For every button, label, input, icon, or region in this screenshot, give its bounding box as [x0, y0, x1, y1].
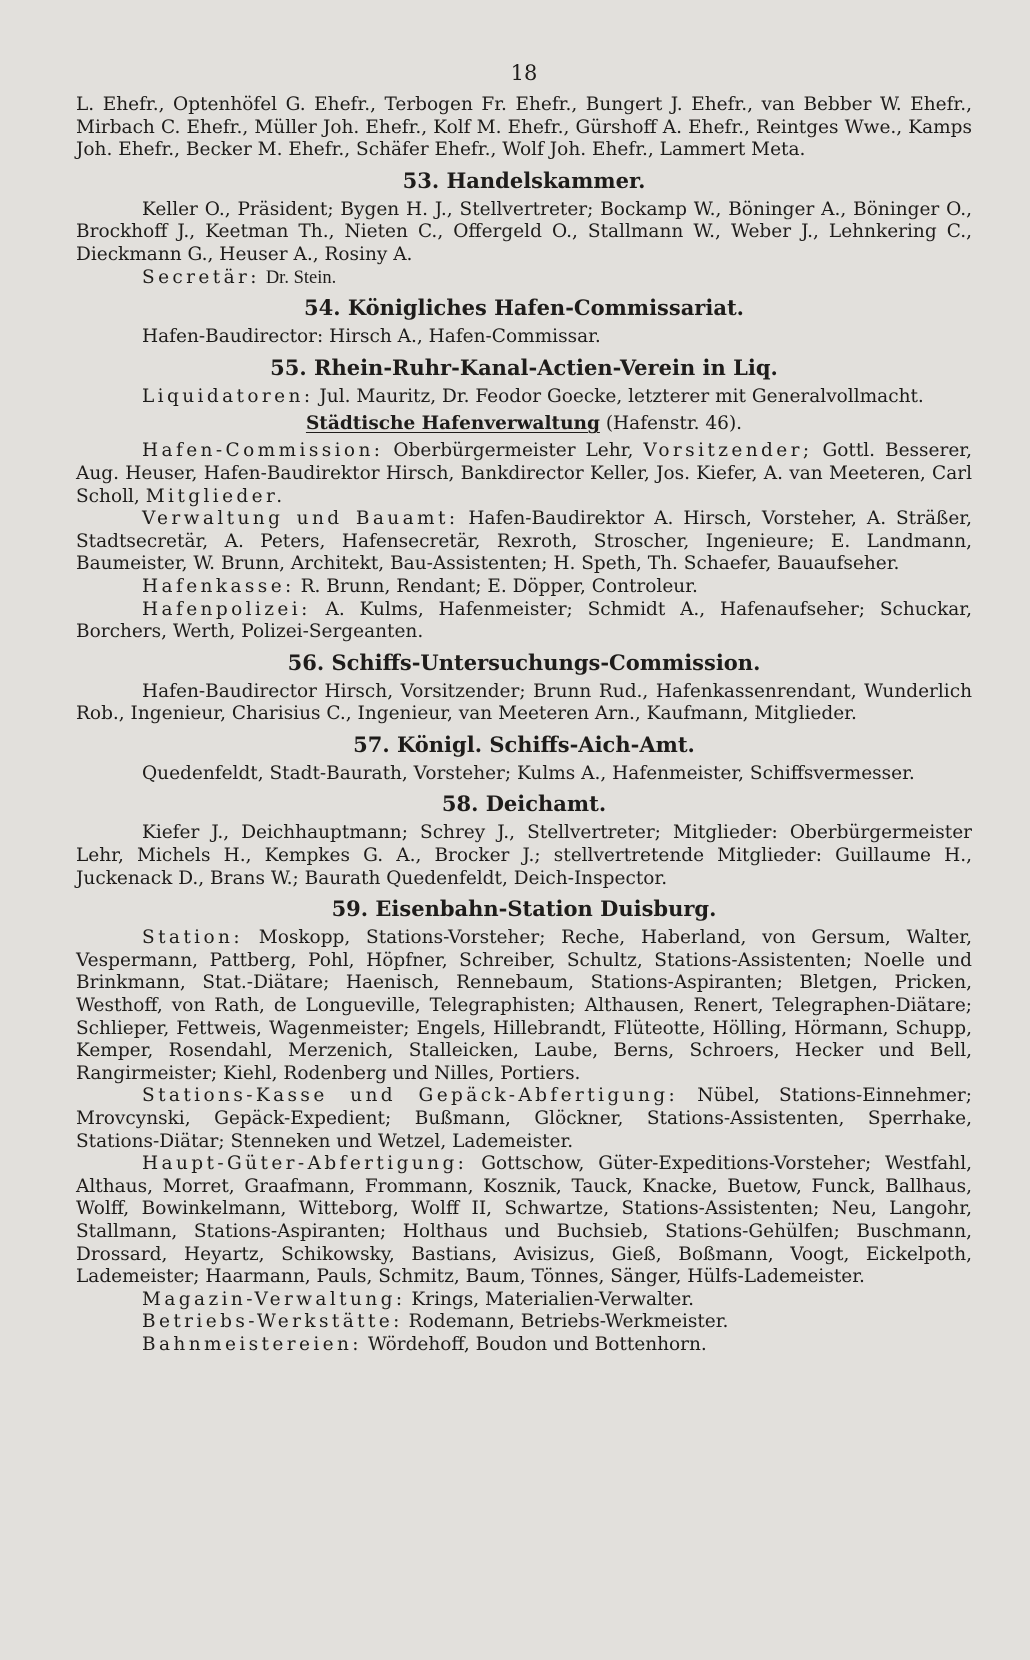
hafen-commission-text-b: Gottl. Besserer, Aug. Heuser, Hafen-Baudirektor Hirsch, Bankdirector Keller, Jos. Kiefer, A. van Meeteren, Carl Scholl, [76, 440, 972, 507]
section-heading-59: 59. Eisenbahn-Station Duisburg. [331, 896, 717, 922]
hafen-cash-text: R. Brunn, Rendant; E. Döpper, Controleur. [300, 575, 698, 597]
section-53-secretary [76, 267, 972, 290]
section-54-body: Hirsch A., Hafen-Commissar. [329, 326, 601, 348]
section-53-members: Keller O., Präsident; Bygen H. J., Stellvertreter; Bockamp W., Böninger A., Böninger O., Brockhoff J., Keetman Th., Nieten C., Offergeld O., Stallmann W., Weber J., Lehnkering C., Dieckmann G., Heuser A., Rosiny A. [76, 198, 972, 265]
hafen-police-text: A. Kulms, Hafenmeister; Schmidt A., Hafenaufseher; Schuckar, Borchers, Werth, Polizei-Sergeanten. [76, 598, 972, 643]
intro-paragraph: L. Ehefr., Optenhöfel G. Ehefr., Terbogen Fr. Ehefr., Bungert J. Ehefr., van Bebber W. Ehefr., Mirbach C. Ehefr., Müller Joh. Ehefr., Kolf M. Ehefr., Gürshoff A. Ehefr., Reintges Wwe., Kamps Joh. Ehefr., Becker M. Ehefr., Schäfer Ehefr., Wolf Joh. Ehefr., Lammert Meta. [76, 94, 972, 161]
hafen-commission-label: Hafen-Commission: [142, 440, 384, 462]
station-label: Station: [142, 927, 243, 949]
hafen-heading [76, 412, 972, 436]
magazine-text: Krings, Materialien-Verwalter. [411, 1288, 695, 1310]
station-text: Moskopp, Stations-Vorsteher; Reche, Haberland, von Gersum, Walter, Vespermann, Pattberg, Pohl, Höpfner, Schreiber, Schultz, Stations-Assistenten; Noelle und Brinkmann, Stat.-Diätare; Haenisch, Rennebaum, Stations-Aspiranten; Bletgen, Pricken, Westhoff, von Rath, de Longueville, Telegraphisten; Althausen, Renert, Telegraphen-Diätare; Schlieper, Fettweis, Wagenmeister; Engels, Hillebrandt, Flüteotte, Hölling, Hörmann, Schupp, Kemper, Rosendahl, Merzenich, Stalleicken, Laube, Berns, Schroers, Hecker und Bell, Rangirmeister; Kiehl, Rodenberg und Nilles, Portiers. [76, 927, 972, 1084]
hafen-police-label: Hafenpolizei: [142, 598, 311, 620]
section-heading-54: 54. Königliches Hafen-Commissariat. [304, 295, 744, 321]
section-55-heading-main: 55. Rhein-Ruhr-Kanal-Actien-Verein [270, 354, 696, 380]
section-55-label: Liquidatoren: [142, 385, 314, 407]
hafen-heading-main: Städtische Hafenverwaltung [305, 413, 600, 435]
section-54-label: Hafen-Baudirector: [142, 326, 324, 348]
hafen-members-label: Mitglieder. [145, 485, 286, 507]
station-cash-label: Stations-Kasse und Gepäck-Abfertigung: [142, 1085, 679, 1107]
hafen-heading-suffix: (Hafenstr. 46). [605, 413, 743, 435]
hafen-cash-label: Hafenkasse: [142, 575, 295, 597]
hafen-administration [76, 508, 972, 576]
section-heading-57: 57. Königl. Schiffs-Aich-Amt. [353, 731, 695, 757]
section-55-text [76, 386, 972, 409]
section-57-text: Quedenfeldt, Stadt-Baurath, Vorsteher; Kulms A., Hafenmeister, Schiffsvermesser. [142, 762, 915, 784]
station-cash-text: Nübel, Stations-Einnehmer; Mrovcynski, Gepäck-Expedient; Bußmann, Glöckner, Stations-Assistenten, Sperrhake, Stations-Diätar; Stenneken und Wetzel, Lademeister. [76, 1085, 972, 1152]
page-number: 18 [510, 61, 538, 85]
hafen-police [76, 599, 972, 644]
track-text: Wördehoff, Boudon und Bottenhorn. [367, 1333, 707, 1355]
section-54-text [76, 326, 972, 349]
hafen-cash [76, 576, 972, 599]
magazine-label: Magazin-Verwaltung: [142, 1288, 406, 1310]
secretary-name: Dr. Stein. [265, 267, 337, 288]
section-55-heading-suffix: in Liq. [702, 354, 778, 380]
goods-text: Gottschow, Güter-Expeditions-Vorsteher; Westfahl, Althaus, Morret, Graafmann, Frommann, Kosznik, Tauck, Knacke, Buetow, Funck, Ballhaus, Wolff, Bowinkelmann, Witteborg, Wolff II, Schwartze, Stations-Assistenten; Neu, Langohr, Stallmann, Stations-Aspiranten; Holthaus und Buchsieb, Stations-Gehülfen; Buschmann, Drossard, Heyartz, Schikowsky, Bastians, Avisizus, Gieß, Boßmann, Voogt, Eickelpoth, Lademeister; Haarmann, Pauls, Schmitz, Baum, Tönnes, Sänger, Hülfs-Lademeister. [76, 1153, 972, 1288]
section-heading-58: 58. Deichamt. [441, 791, 607, 817]
hafen-admin-text: Hafen-Baudirektor A. Hirsch, Vorsteher, A. Sträßer, Stadtsecretär, A. Peters, Hafensecretär, Rexroth, Stroscher, Ingenieure; E. Landmann, Baumeister, W. Brunn, Architekt, Bau-Assistenten; H. Speth, Th. Schaefer, Bauaufseher. [76, 508, 972, 575]
section-59-station [76, 927, 972, 1085]
goods-label: Haupt-Güter-Abfertigung: [142, 1153, 468, 1175]
hafen-commission [76, 440, 972, 508]
section-59-magazine [76, 1289, 972, 1312]
track-label: Bahnmeistereien: [142, 1333, 362, 1355]
section-58-text: Kiefer J., Deichhauptmann; Schrey J., Stellvertreter; Mitglieder: Oberbürgermeister Lehr, Michels H., Kempkes G. A., Brocker J.; stellvertretende Mitglieder: Guillaume H., Juckenack D., Brans W.; Baurath Quedenfeldt, Deich-Inspector. [76, 822, 972, 889]
section-heading-55 [76, 355, 972, 381]
section-56-text: Hafen-Baudirector Hirsch, Vorsitzender; Brunn Rud., Hafenkassenrendant, Wunderlich Rob., Ingenieur, Charisius C., Ingenieur, van Meeteren Arn., Kaufmann, Mitglieder. [76, 680, 972, 725]
workshop-text: Rodemann, Betriebs-Werkmeister. [408, 1311, 729, 1333]
section-59-track [76, 1334, 972, 1357]
section-59-cash [76, 1085, 972, 1153]
secretary-label: Secretär: [142, 266, 260, 288]
hafen-admin-label: Verwaltung und Bauamt: [142, 508, 459, 530]
hafen-chair-label: Vorsitzender; [643, 440, 813, 462]
section-59-workshop [76, 1311, 972, 1334]
section-55-body: Jul. Mauritz, Dr. Feodor Goecke, letzterer mit Generalvollmacht. [319, 385, 924, 407]
hafen-commission-text-a: Oberbürgermeister Lehr, [393, 440, 634, 462]
section-59-goods [76, 1153, 972, 1289]
section-heading-56: 56. Schiffs-Untersuchungs-Commission. [287, 649, 761, 675]
section-heading-53: 53. Handelskammer. [402, 167, 646, 193]
workshop-label: Betriebs-Werkstätte: [142, 1311, 403, 1333]
